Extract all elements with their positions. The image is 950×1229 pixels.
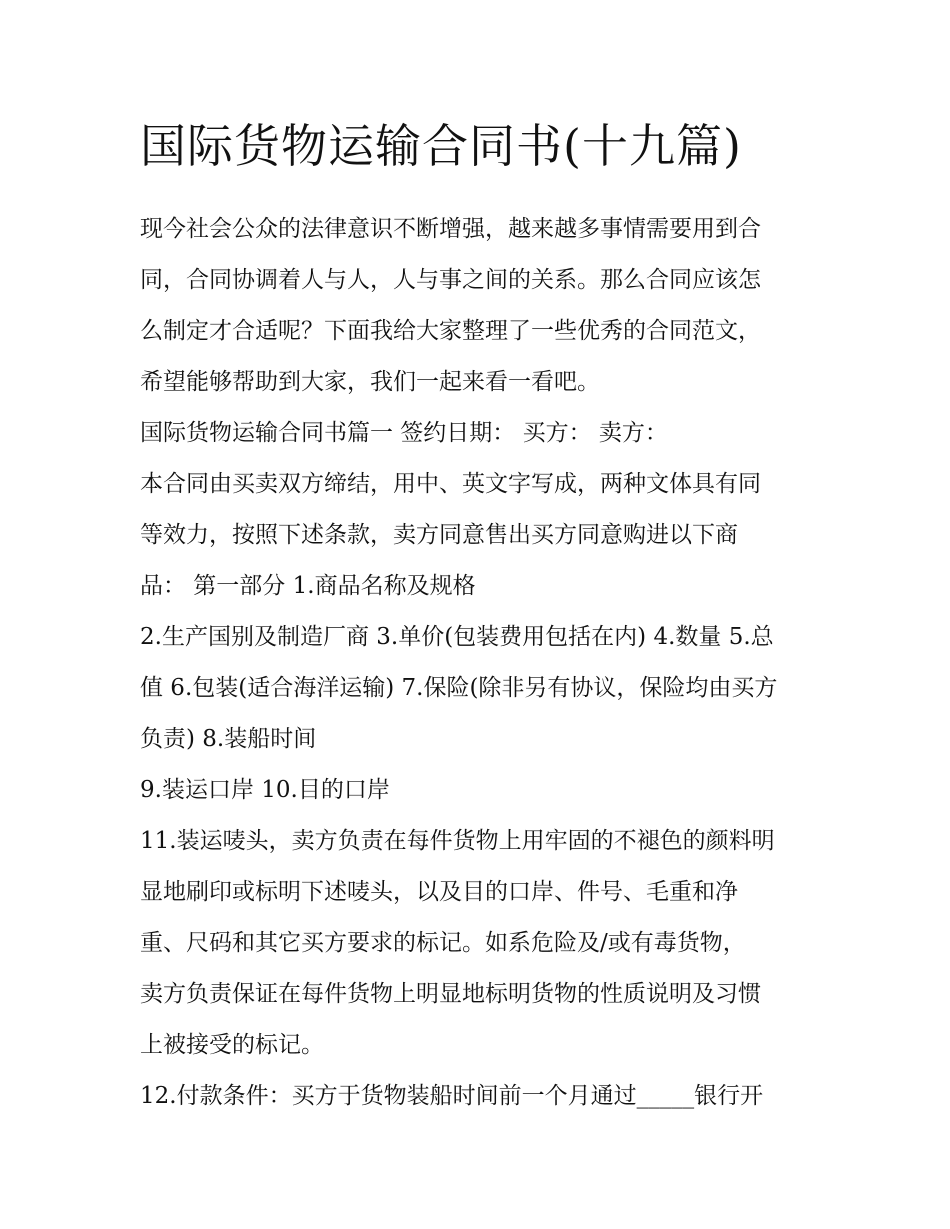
text-line: 负责) 8.装船时间: [140, 726, 317, 752]
text-line: 希望能够帮助到大家，我们一起来看一看吧。: [140, 369, 600, 395]
text-line: 国际货物运输合同书篇一 签约日期： 买方： 卖方：: [140, 420, 668, 446]
text-line: 12.付款条件：买方于货物装船时间前一个月通过_____银行开: [140, 1083, 764, 1109]
text-line: 卖方负责保证在每件货物上明显地标明货物的性质说明及习惯: [140, 981, 761, 1007]
document-title: 国际货物运输合同书(十九篇): [140, 119, 742, 173]
text-line: 值 6.包装(适合海洋运输) 7.保险(除非另有协议，保险均由买方: [140, 675, 778, 701]
text-line: 重、尺码和其它买方要求的标记。如系危险及/或有毒货物，: [140, 930, 746, 956]
text-line: 本合同由买卖双方缔结，用中、英文字写成，两种文体具有同: [140, 471, 761, 497]
text-line: 么制定才合适呢？下面我给大家整理了一些优秀的合同范文，: [140, 318, 761, 344]
text-line: 9.装运口岸 10.目的口岸: [140, 777, 390, 803]
text-line: 品： 第一部分 1.商品名称及规格: [140, 573, 476, 599]
text-line: 2.生产国别及制造厂商 3.单价(包装费用包括在内) 4.数量 5.总: [140, 624, 774, 650]
text-line: 上被接受的标记。: [140, 1032, 324, 1058]
document-page: [140, 112, 820, 1122]
text-line: 11.装运唛头，卖方负责在每件货物上用牢固的不褪色的颜料明: [140, 828, 775, 854]
text-line: 等效力，按照下述条款，卖方同意售出买方同意购进以下商: [140, 522, 738, 548]
text-line: 现今社会公众的法律意识不断增强，越来越多事情需要用到合: [140, 216, 761, 242]
text-line: 同，合同协调着人与人，人与事之间的关系。那么合同应该怎: [140, 267, 761, 293]
document-body: [140, 204, 820, 1122]
text-line: 显地刷印或标明下述唛头，以及目的口岸、件号、毛重和净: [140, 879, 738, 905]
